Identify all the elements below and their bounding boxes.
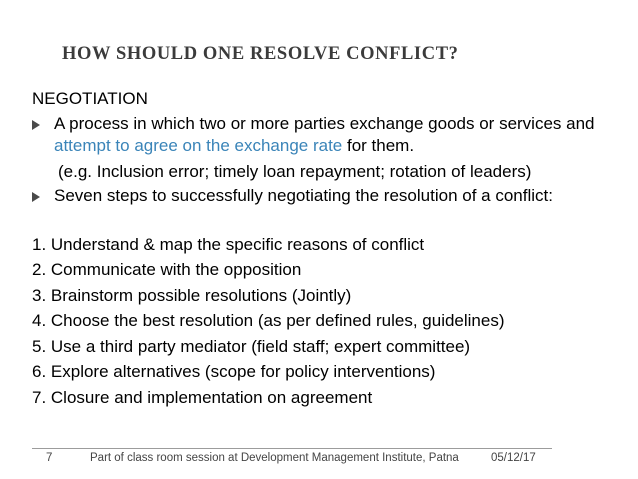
footer-date: 05/12/17 <box>491 452 536 464</box>
definition-text-start: A process in which two or more parties exchange goods or services and <box>54 113 595 133</box>
bullet-arrow-icon <box>32 192 40 202</box>
list-item: 7. Closure and implementation on agreement <box>32 387 373 407</box>
definition-highlight: attempt to agree on the exchange rate <box>54 136 343 155</box>
steps-list <box>32 232 632 411</box>
slide-footer <box>0 452 638 472</box>
bullet-definition <box>32 113 632 158</box>
section-heading: NEGOTIATION <box>32 89 148 108</box>
list-item: 1. Understand & map the specific reasons of conflict <box>32 234 425 254</box>
definition-text-end: for them. <box>342 136 415 155</box>
footer-divider <box>32 448 552 449</box>
slide-title: HOW SHOULD ONE RESOLVE CONFLICT? <box>62 44 459 64</box>
page-number: 7 <box>46 452 53 464</box>
bullet-steps-intro <box>32 185 632 208</box>
bullet-arrow-icon <box>32 120 40 130</box>
footer-text: Part of class room session at Development Management Institute, Patna <box>90 452 459 464</box>
slide-content <box>32 88 632 410</box>
list-item: 5. Use a third party mediator (field staff; expert committee) <box>32 336 471 356</box>
list-item: 4. Choose the best resolution (as per defined rules, guidelines) <box>32 311 505 330</box>
example-text: (e.g. Inclusion error; timely loan repayment; rotation of leaders) <box>58 161 532 181</box>
list-item: 3. Brainstorm possible resolutions (Jointly) <box>32 285 352 305</box>
list-item: 6. Explore alternatives (scope for policy interventions) <box>32 362 436 381</box>
list-item: 2. Communicate with the opposition <box>32 260 302 279</box>
steps-intro-text: Seven steps to successfully negotiating the resolution of a conflict: <box>54 186 553 205</box>
